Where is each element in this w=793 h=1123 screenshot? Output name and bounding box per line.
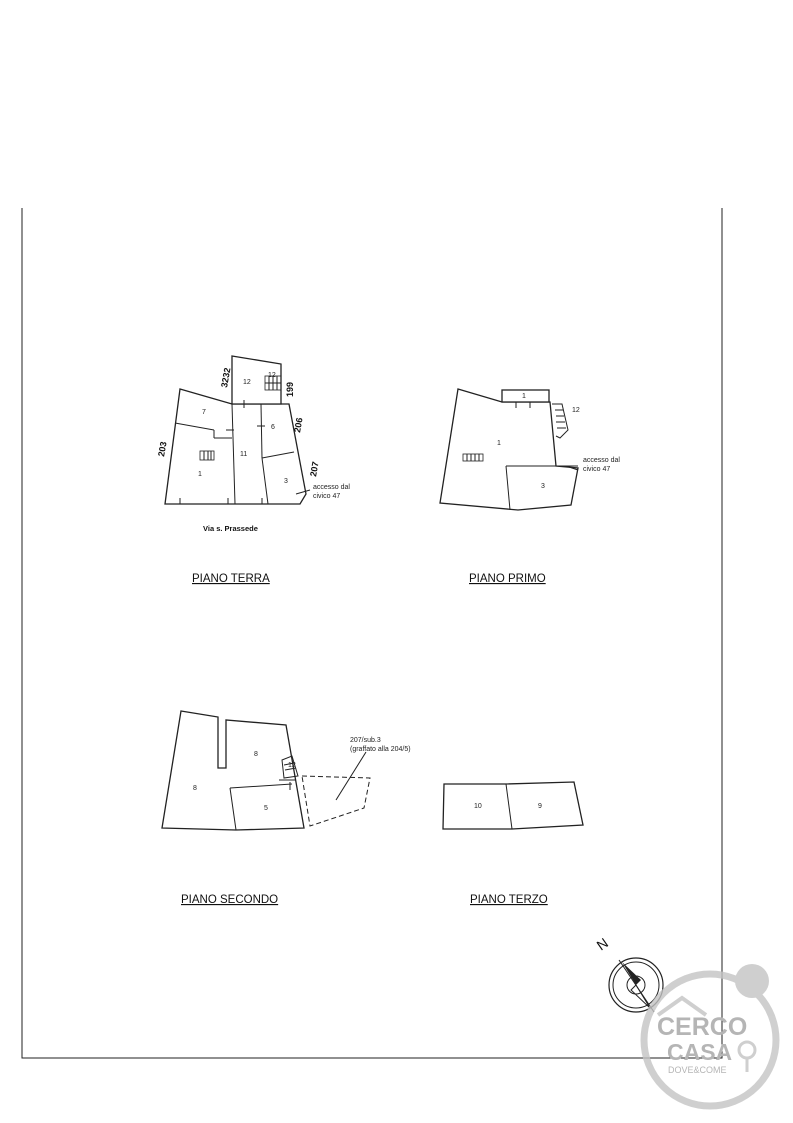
room-label: 6 xyxy=(271,424,275,431)
parcel-number: 199 xyxy=(285,381,295,397)
ground-floor-plan xyxy=(156,356,350,533)
room-label: 8 xyxy=(193,785,197,792)
room-label: 9 xyxy=(538,803,542,810)
annex-note: (graffato alla 204/5) xyxy=(350,746,411,753)
parcel-number: 207 xyxy=(308,460,321,478)
room-label: 3 xyxy=(284,478,288,485)
room-label: 1 xyxy=(198,471,202,478)
parcel-number: 206 xyxy=(292,416,305,434)
floor-title-ground: PIANO TERRA xyxy=(192,573,270,585)
room-label: 12 xyxy=(243,379,251,386)
parcel-number: 3232 xyxy=(219,366,233,389)
access-note: civico 47 xyxy=(313,493,341,500)
room-label: 7 xyxy=(202,409,206,416)
room-label: 1 xyxy=(497,440,501,447)
room-label: 12 xyxy=(572,407,580,414)
room-label: 11 xyxy=(240,451,248,458)
third-floor-plan xyxy=(443,782,583,829)
watermark-line2: CASA xyxy=(667,1039,733,1065)
room-label: 3 xyxy=(541,483,545,490)
street-name: Via s. Prassede xyxy=(203,524,258,533)
access-note: accesso dal xyxy=(583,457,620,464)
annex-note: 207/sub.3 xyxy=(350,737,381,744)
first-floor-plan xyxy=(440,389,620,510)
room-label: 5 xyxy=(264,805,268,812)
floor-title-third: PIANO TERZO xyxy=(470,894,548,906)
parcel-number: 203 xyxy=(156,440,169,458)
floor-title-first: PIANO PRIMO xyxy=(469,573,546,585)
room-label: 1 xyxy=(522,393,526,400)
north-label: N xyxy=(593,934,612,954)
access-note: civico 47 xyxy=(583,466,611,473)
room-label: 10 xyxy=(474,803,482,810)
access-note: accesso dal xyxy=(313,484,350,491)
floor-title-second: PIANO SECONDO xyxy=(181,894,279,906)
watermark-tagline: DOVE&COME xyxy=(668,1065,727,1075)
room-label: 12 xyxy=(288,762,296,769)
room-label: 12 xyxy=(268,372,276,379)
room-label: 8 xyxy=(254,751,258,758)
watermark-line1: CERCO xyxy=(657,1013,748,1041)
second-floor-plan xyxy=(162,711,411,830)
sheet-frame xyxy=(22,208,722,1058)
